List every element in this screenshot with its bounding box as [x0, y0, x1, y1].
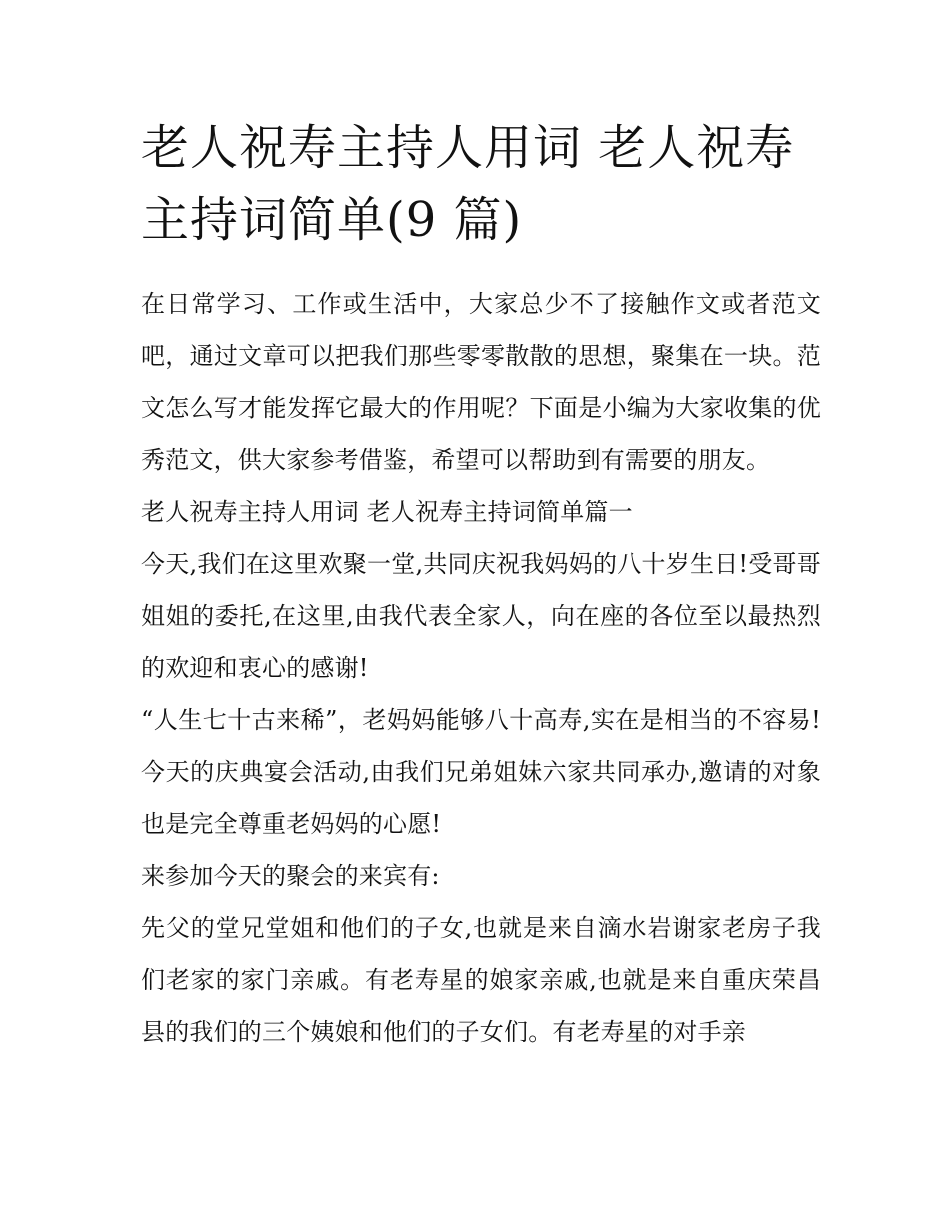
body-paragraph-1: 今天,我们在这里欢聚一堂,共同庆祝我妈妈的八十岁生日!受哥哥姐姐的委托,在这里,由我代表全家人，向在座的各位至以最热烈的欢迎和衷心的感谢! — [141, 550, 821, 682]
section-heading: 老人祝寿主持人用词 老人祝寿主持词简单篇一 — [141, 498, 633, 526]
body-paragraph-2: “人生七十古来稀”，老妈妈能够八十高寿,实在是相当的不容易!今天的庆典宴会活动,由我们兄弟姐妹六家共同承办,邀请的对象也是完全尊重老妈妈的心愿! — [141, 706, 821, 838]
document-title: 老人祝寿主持人用词 老人祝寿主持词简单(9 篇) — [141, 120, 795, 248]
body-paragraph-3: 来参加今天的聚会的来宾有: — [141, 862, 440, 890]
intro-paragraph: 在日常学习、工作或生活中，大家总少不了接触作文或者范文吧，通过文章可以把我们那些零零散散的思想，聚集在一块。范文怎么写才能发挥它最大的作用呢？下面是小编为大家收集的优秀范文，供大家参考借鉴，希望可以帮助到有需要的朋友。 — [141, 290, 821, 474]
document-content — [141, 112, 821, 1058]
body-paragraph-4: 先父的堂兄堂姐和他们的子女,也就是来自滴水岩谢家老房子我们老家的家门亲戚。有老寿星的娘家亲戚,也就是来自重庆荣昌县的我们的三个姨娘和他们的子女们。有老寿星的对手亲 — [141, 914, 821, 1046]
